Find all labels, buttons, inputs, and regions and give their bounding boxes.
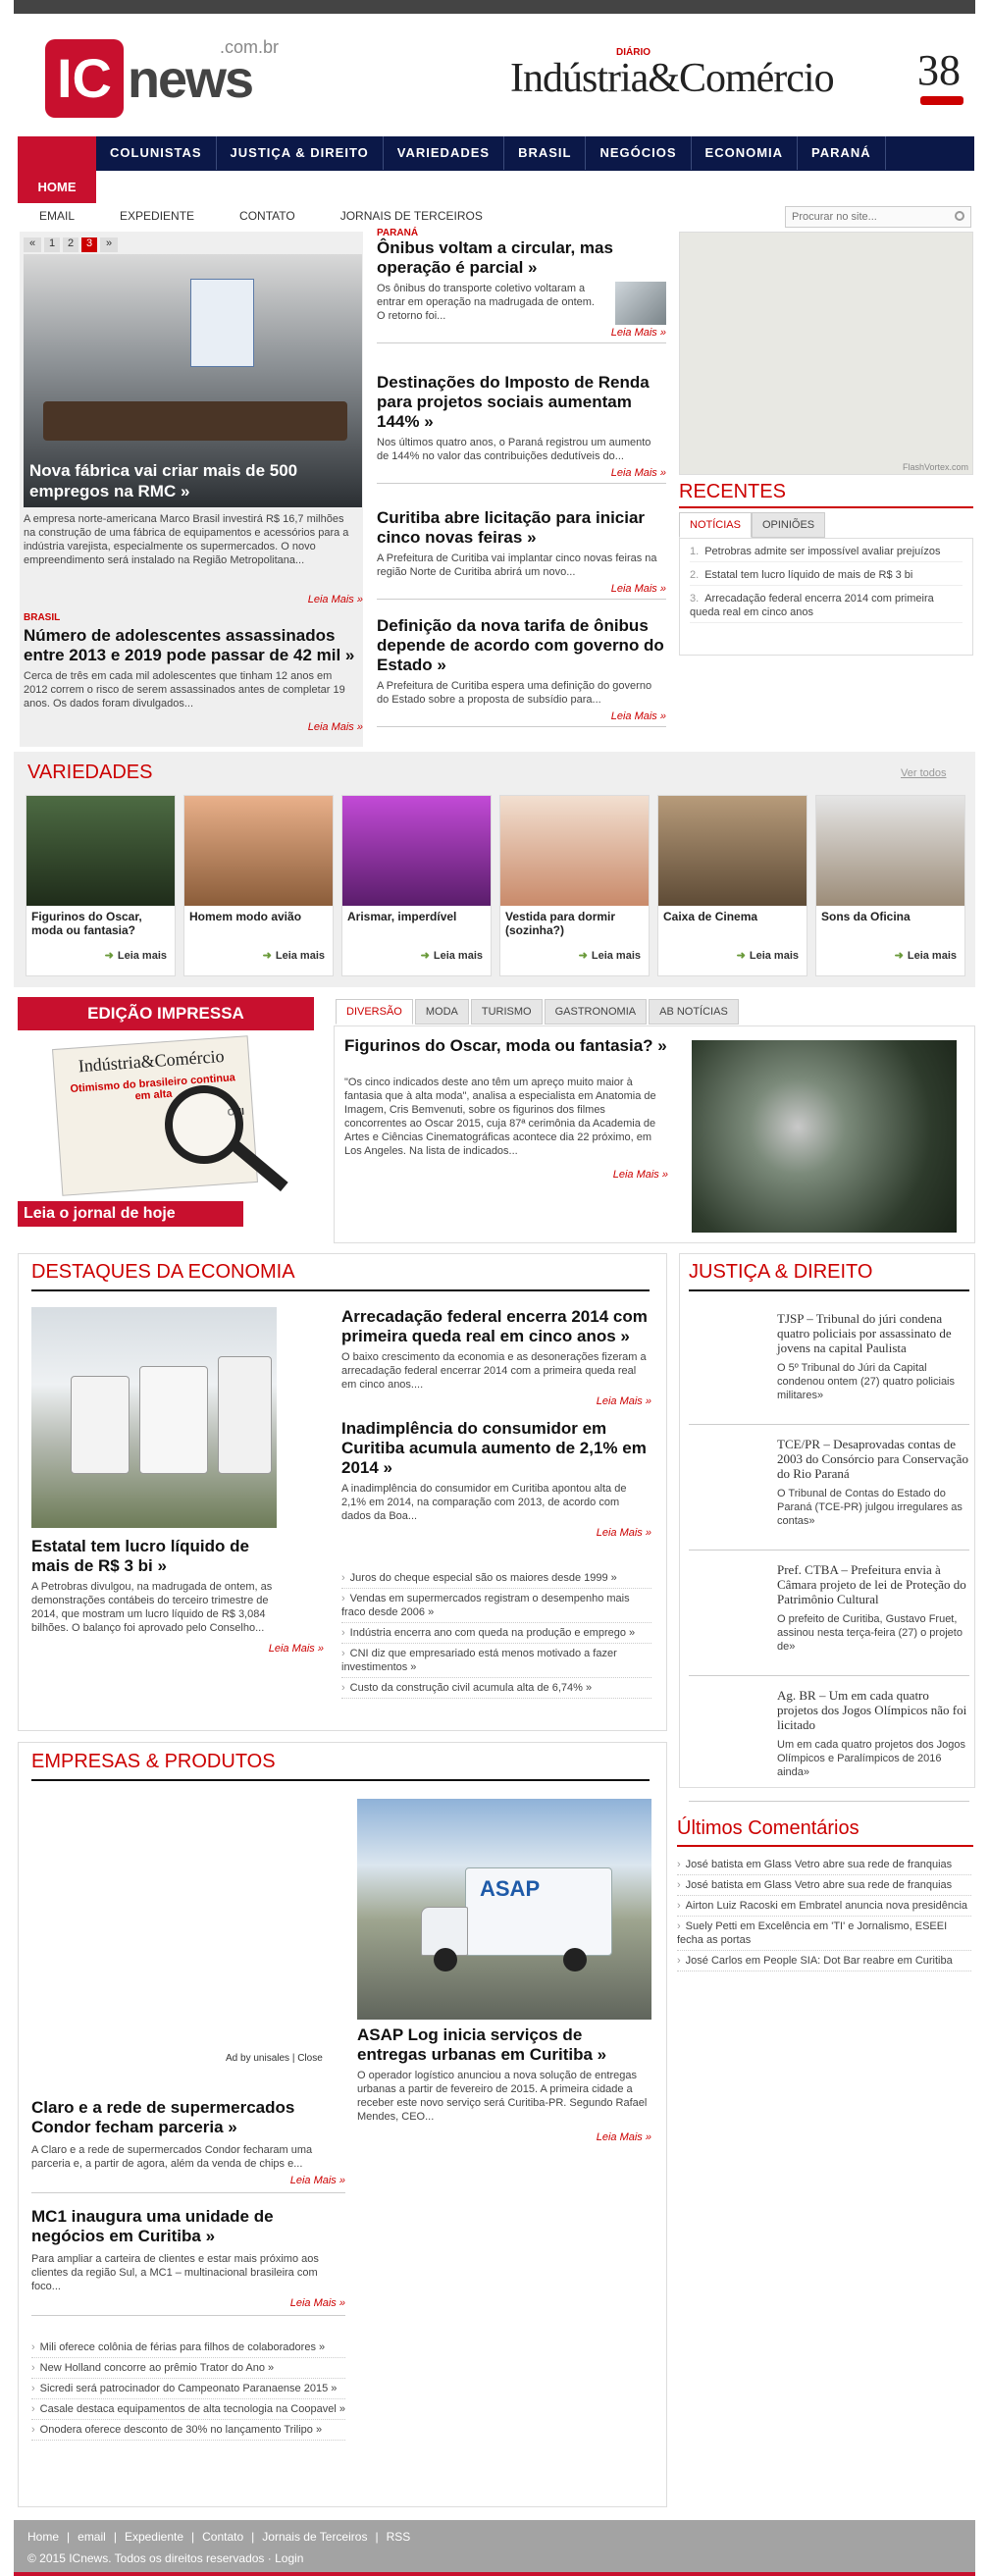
footer (14, 2520, 975, 2576)
recentes-item-text: Arrecadação federal encerra 2014 com primeira queda real em cinco anos (690, 593, 934, 618)
nav-item-4[interactable]: NEGÓCIOS (586, 136, 691, 170)
economia-side-text: A inadimplência do consumidor em Curitiba apontou alta de 2,1% em 2014, na comparação com 2013, de acordo com dados da Boa... (341, 1483, 627, 1522)
variedades-card-more-label: Leia mais (117, 950, 167, 962)
comentario-item[interactable]: › José batista em Glass Vetro abre sua rede de franquias (677, 1875, 971, 1896)
mid-article-more[interactable]: Leia Mais » (610, 583, 666, 595)
mid-article-more[interactable]: Leia Mais » (610, 710, 666, 722)
tabsbox-title[interactable]: Figurinos do Oscar, moda ou fantasia? » (344, 1036, 667, 1055)
search-icon[interactable] (955, 211, 964, 221)
mid-article (377, 508, 666, 600)
variedades-card-photo (658, 796, 807, 906)
footer-separator: | (113, 2530, 117, 2544)
justica-item[interactable] (689, 1433, 969, 1551)
icnews-logo[interactable] (45, 35, 290, 120)
justica-item-title: Pref. CTBA – Prefeitura envia à Câmara projeto de lei de Proteção do Patrimônio Cultural (777, 1562, 966, 1606)
footer-link-0[interactable]: Home (27, 2530, 60, 2544)
recentes-item[interactable] (690, 568, 963, 586)
recentes-tab-1[interactable]: OPINIÕES (752, 512, 825, 538)
pager-page-3[interactable]: 3 (81, 237, 97, 252)
variedades-card-more-label: Leia mais (749, 950, 799, 962)
edicao-impressa[interactable] (18, 997, 314, 1233)
nav-item-6[interactable]: PARANÁ (798, 136, 886, 170)
footer-separator: | (375, 2530, 379, 2544)
mid-article-text: A Prefeitura de Curitiba espera uma definição do governo do Estado sobre a proposta de subsídio para... (377, 680, 652, 706)
justica-item-text: O Tribunal de Contas do Estado do Paraná (TCE-PR) julgou irregulares as contas» (777, 1488, 963, 1527)
mid-article-text: A Prefeitura de Curitiba vai implantar cinco novas feiras na região Norte de Curitiba abrirá um novo... (377, 552, 657, 578)
nav-item-3[interactable]: BRASIL (504, 136, 586, 170)
empresas-title: EMPRESAS & PRODUTOS (31, 1751, 276, 1772)
economia-list-item[interactable]: › Custo da construção civil acumula alta de 6,74% » (341, 1678, 651, 1699)
footer-link-5[interactable]: RSS (386, 2530, 411, 2544)
footer-links (27, 2530, 418, 2544)
recentes-item[interactable] (690, 592, 963, 623)
paper-name: Indústria&Comércio (78, 1045, 226, 1077)
years-ribbon (920, 96, 963, 105)
logo-ic-box: IC (45, 39, 124, 118)
justica-list (689, 1307, 969, 1810)
mid-article-text: Nos últimos quatro anos, o Paraná registrou um aumento de 144% no valor das contribuições dedutíveis do... (377, 437, 651, 462)
variedades-card-label: Figurinos do Oscar, moda ou fantasia? (31, 910, 142, 937)
slider-photo[interactable] (24, 254, 362, 507)
tabsbox-tab-3[interactable]: GASTRONOMIA (545, 999, 648, 1025)
variedades-card-more-label: Leia mais (907, 950, 957, 962)
justica-item-title: TJSP – Tribunal do júri condena quatro policiais por assassinato de jovens na capital Paulista (777, 1311, 952, 1355)
empresas-main-text: O operador logístico anunciou a nova solução de entregas urbanas a partir de fevereiro de 2015. A primeira cidade a receber este novo serviço será Curitiba-PR. Segundo Rafael Mendes, CEO... (357, 2070, 648, 2123)
pager-next-button[interactable]: » (100, 237, 118, 252)
paper-headline: Otimismo do brasileiro continua em alta (70, 1072, 236, 1103)
empresas-side-text: Para ampliar a carteira de clientes e estar mais próximo aos clientes da região Sul, a MC1 – multinacional brasileira com foco... (31, 2253, 319, 2292)
subnav-item-0[interactable]: EMAIL (39, 209, 76, 223)
brasil-more[interactable]: Leia Mais » (307, 721, 363, 733)
justica-item-title: TCE/PR – Desaprovadas contas de 2003 do Consórcio para Conservação do Rio Paraná (777, 1437, 968, 1481)
variedades-card[interactable] (815, 795, 965, 976)
economia-side-more[interactable]: Leia Mais » (596, 1527, 651, 1539)
economia-list (341, 1568, 651, 1699)
mid-column (377, 228, 666, 748)
variedades-card-label: Homem modo avião (189, 910, 302, 923)
nav-item-2[interactable]: VARIEDADES (384, 136, 504, 170)
variedades-card-more-label: Leia mais (275, 950, 325, 962)
search-input[interactable] (786, 207, 943, 227)
nav-home[interactable]: HOME (18, 136, 96, 203)
tank-2 (139, 1366, 208, 1474)
brasil-text: Cerca de três em cada mil adolescentes que tinham 12 anos em 2012 correm o risco de serem assassinados antes de completar 19 anos. Os dados foram divulgados... (24, 670, 345, 710)
arrow-icon: ➜ (262, 950, 272, 962)
empresas-side-article (31, 2098, 345, 2193)
diario-logo[interactable] (510, 41, 971, 110)
empresas-rule (31, 1779, 650, 1781)
justica-item[interactable] (689, 1558, 969, 1676)
tabsbox-text: "Os cinco indicados deste ano têm um apreço muito maior à fantasia que à alta moda", analisa a especialista em Anatomia de Imagem, Cris Bemvenuti, sobre os figurinos dos filmes concorrentes ao Oscar 2015, cuja 87ª cerimônia da Academia de Artes e Ciências Cinematográficas acontece dia 22 próximo, em Los Angeles. Na lista de indicados... (344, 1077, 656, 1157)
mid-article-text: Os ônibus do transporte coletivo voltaram a entrar em operação na madrugada de ontem. O retorno foi... (377, 283, 595, 322)
empresas-list-item[interactable]: › Sicredi será patrocinador do Campeonato Paranaense 2015 » (31, 2379, 345, 2399)
arrow-icon: ➜ (104, 950, 114, 962)
variedades-card-photo (816, 796, 964, 906)
empresas-list-item[interactable]: › Casale destaca equipamentos de alta tecnologia na Coopavel » (31, 2399, 345, 2420)
meeting-table (43, 401, 347, 441)
justica-rule (689, 1289, 969, 1291)
empresas-side-more[interactable]: Leia Mais » (289, 2175, 345, 2186)
variedades-card-more[interactable] (658, 949, 807, 962)
mid-article-more[interactable]: Leia Mais » (610, 467, 666, 479)
justica-item-text: Um em cada quatro projetos dos Jogos Olímpicos e Paralímpicos de 2016 ainda» (777, 1739, 965, 1778)
edicao-footer: Leia o jornal de hoje (18, 1201, 243, 1227)
footer-copy: © 2015 ICnews. Todos os direitos reservados (27, 2551, 265, 2565)
wheel-back (563, 1948, 587, 1971)
mid-article (377, 616, 666, 727)
economia-main-title[interactable]: Estatal tem lucro líquido de mais de R$ 3 bi » (31, 1537, 249, 1575)
nav-item-1[interactable]: JUSTIÇA & DIREITO (217, 136, 384, 170)
empresas-photo[interactable] (357, 1799, 651, 2020)
tabsbox (334, 1025, 975, 1243)
recentes-rule (679, 506, 973, 508)
economia-side-title[interactable]: Inadimplência do consumidor em Curitiba acumula aumento de 2,1% em 2014 » (341, 1419, 647, 1477)
footer-separator: | (191, 2530, 195, 2544)
empresas-side (31, 2098, 345, 2330)
recentes-item-number: 3. (690, 593, 700, 605)
mid-article (377, 373, 666, 484)
pager-prev-button[interactable]: « (24, 237, 41, 252)
variedades-card-photo (26, 796, 175, 906)
variedades-card[interactable] (657, 795, 807, 976)
economia-list-item[interactable]: › Indústria encerra ano com queda na produção e emprego » (341, 1623, 651, 1644)
comentario-item[interactable]: › Airton Luiz Racoski em Embratel anuncia nova presidência (677, 1896, 971, 1917)
variedades-card-more[interactable] (26, 949, 175, 962)
economia-list-item[interactable]: › Vendas em supermercados registram o desempenho mais fraco desde 2006 » (341, 1589, 651, 1623)
economia-list-item[interactable]: › CNI diz que empresariado está menos motivado a fazer investimentos » (341, 1644, 651, 1678)
recentes-title: RECENTES (679, 481, 786, 502)
recentes-item-text: Estatal tem lucro líquido de mais de R$ 3 bi (704, 569, 913, 581)
recentes-tab-0[interactable]: NOTÍCIAS (679, 512, 752, 538)
variedades-card-photo (184, 796, 333, 906)
variedades-card-label: Caixa de Cinema (663, 910, 758, 923)
footer-accent (14, 2572, 975, 2576)
recentes-tabs (679, 512, 825, 538)
justica-item[interactable] (689, 1307, 969, 1425)
tabsbox-tab-2[interactable]: TURISMO (471, 999, 543, 1025)
pager-page-1[interactable]: 1 (44, 237, 60, 252)
slider-more[interactable]: Leia Mais » (307, 594, 363, 605)
variedades-title: VARIEDADES (27, 762, 153, 783)
empresas-side-more[interactable]: Leia Mais » (289, 2297, 345, 2309)
tabsbox-tabs (336, 999, 741, 1025)
empresas-list-item[interactable]: › New Holland concorre ao prêmio Trator do Ano » (31, 2358, 345, 2379)
justica-item-text: O prefeito de Curitiba, Gustavo Fruet, assinou nesta terça-feira (27) o projeto de» (777, 1613, 963, 1653)
ad-credit: FlashVortex.com (902, 462, 968, 472)
search-box (785, 206, 971, 228)
variedades-ver-todos[interactable]: Ver todos (901, 767, 947, 779)
comentario-item[interactable]: › Suely Petti em Excelência em 'TI' e Jornalismo, ESEEI fecha as portas (677, 1917, 971, 1951)
recentes-item[interactable] (690, 545, 963, 562)
empresas-list (31, 2338, 345, 2441)
mid-article-title[interactable]: Destinações do Imposto de Renda para projetos sociais aumentam 144% » (377, 373, 650, 431)
tank-3 (218, 1356, 272, 1474)
variedades-card-label: Vestida para dormir (sozinha?) (505, 910, 616, 937)
economia-side-text: O baixo crescimento da economia e as desonerações fizeram a arrecadação federal encerrar 2014 com a primeira queda real em cinco anos.... (341, 1351, 647, 1391)
paper-cni: CNI (227, 1106, 245, 1119)
comentarios-list (677, 1855, 971, 1971)
empresas-list-item[interactable]: › Onodera oferece desconto de 30% no lançamento Trilipo » (31, 2420, 345, 2441)
economia-main-text: A Petrobras divulgou, na madrugada de ontem, as demonstrações contábeis do terceiro trimestre de 2014, que mostram um lucro líquido de R$ 3,084 bilhões. O balanço foi aprovado pelo Conselho... (31, 1581, 273, 1634)
tabsbox-tab-1[interactable]: MODA (415, 999, 469, 1025)
variedades-card[interactable] (183, 795, 334, 976)
arrow-icon: ➜ (736, 950, 746, 962)
variedades-card-more[interactable] (184, 949, 333, 962)
top-strip (14, 0, 975, 14)
slider-text: A empresa norte-americana Marco Brasil investirá R$ 16,7 milhões na construção de uma fábrica de equipamentos e acessórios para a indústria varejista, especialmente os supermercados. O novo empreendimento será instalado na Região Metropolitana... (24, 513, 349, 566)
variedades-card-more[interactable] (816, 949, 964, 962)
subnav-item-1[interactable]: EXPEDIENTE (120, 209, 195, 223)
economia-side-more[interactable]: Leia Mais » (596, 1395, 651, 1407)
empresas-main-title[interactable]: ASAP Log inicia serviços de entregas urbanas em Curitiba » (357, 2025, 607, 2064)
empresas-side-text: A Claro e a rede de supermercados Condor fecharam uma parceria e, a partir de agora, além da venda de chips e... (31, 2144, 313, 2170)
tabsbox-tab-0[interactable]: DIVERSÃO (336, 999, 413, 1025)
mid-article-more[interactable]: Leia Mais » (610, 327, 666, 339)
variedades-card-photo (342, 796, 491, 906)
footer-link-1[interactable]: email (78, 2530, 106, 2544)
variedades-card[interactable] (499, 795, 650, 976)
nav-item-0[interactable]: COLUNISTAS (96, 136, 217, 170)
main-nav (18, 136, 974, 171)
footer-login[interactable]: Login (275, 2551, 304, 2565)
footer-copy-row: © 2015 ICnews. Todos os direitos reservados · Login (27, 2551, 304, 2565)
economia-side-article (341, 1419, 651, 1539)
years-badge: 38 (917, 46, 961, 94)
economia-rule (31, 1289, 650, 1291)
logo-news: news (128, 50, 253, 109)
comentario-item[interactable]: › José Carlos em People SIA: Dot Bar reabre em Curitiba (677, 1951, 971, 1971)
slider-caption[interactable]: Nova fábrica vai criar mais de 500 empregos na RMC » (29, 461, 298, 500)
mid-article-title[interactable]: Curitiba abre licitação para iniciar cinco novas feiras » (377, 508, 646, 547)
justica-item-title: Ag. BR – Um em cada quatro projetos dos Jogos Olímpicos não foi licitado (777, 1688, 967, 1732)
sub-nav (39, 209, 628, 225)
diario-label: DIÁRIO (616, 47, 651, 58)
ad-box[interactable] (679, 232, 973, 475)
recentes-item-number: 1. (690, 546, 700, 557)
justica-title: JUSTIÇA & DIREITO (689, 1261, 873, 1283)
variedades-card-label: Arismar, imperdível (347, 910, 457, 923)
nav-item-5[interactable]: ECONOMIA (692, 136, 799, 170)
brasil-tag: BRASIL (24, 612, 61, 623)
economia-title: DESTAQUES DA ECONOMIA (31, 1261, 295, 1283)
mid-article-title[interactable]: Ônibus voltam a circular, mas operação é parcial » (377, 238, 613, 277)
variedades-card-more[interactable] (500, 949, 649, 962)
economia-photo[interactable] (31, 1307, 277, 1528)
economia-main-more[interactable]: Leia Mais » (268, 1643, 324, 1655)
empresas-ad-label[interactable]: Ad by unisales | Close (226, 2053, 323, 2064)
edicao-title: EDIÇÃO IMPRESSA (18, 997, 314, 1030)
recentes-item-text: Petrobras admite ser impossível avaliar prejuízos (704, 546, 941, 557)
mid-article (377, 228, 666, 343)
variedades-card-photo (500, 796, 649, 906)
justica-item-text: O 5º Tribunal do Júri da Capital condenou ontem (27) quatro policiais militares» (777, 1362, 956, 1401)
mid-article-thumb[interactable] (615, 282, 666, 325)
variedades-card-more-label: Leia mais (433, 950, 483, 962)
comentarios-rule (677, 1845, 973, 1847)
variedades-card-label: Sons da Oficina (821, 910, 911, 923)
tank-1 (71, 1376, 130, 1474)
empresas-main-more[interactable]: Leia Mais » (596, 2131, 651, 2143)
magnifier-icon (165, 1085, 243, 1164)
economia-side (341, 1307, 651, 1551)
arrow-icon: ➜ (578, 950, 588, 962)
truck-box: ASAP (465, 1867, 612, 1956)
variedades-card[interactable] (26, 795, 176, 976)
empresas-side-title[interactable]: Claro e a rede de supermercados Condor fecham parceria » (31, 2098, 295, 2136)
arrow-icon: ➜ (894, 950, 904, 962)
mid-article-tag: PARANÁ (377, 228, 419, 238)
footer-link-2[interactable]: Expediente (124, 2530, 183, 2544)
banner-parana (190, 279, 254, 367)
mid-article-title[interactable]: Definição da nova tarifa de ônibus depende de acordo com governo do Estado » (377, 616, 664, 674)
wheel-front (434, 1948, 457, 1971)
footer-link-4[interactable]: Jornais de Terceiros (262, 2530, 368, 2544)
tabsbox-tab-4[interactable]: AB NOTÍCIAS (649, 999, 739, 1025)
comentarios-title: Últimos Comentários (677, 1817, 859, 1839)
economia-side-title[interactable]: Arrecadação federal encerra 2014 com primeira queda real em cinco anos » (341, 1307, 648, 1345)
empresas-side-title[interactable]: MC1 inaugura uma unidade de negócios em Curitiba » (31, 2207, 274, 2245)
comentario-item[interactable]: › José batista em Glass Vetro abre sua rede de franquias (677, 1855, 971, 1875)
variedades-card-more[interactable] (342, 949, 491, 962)
justica-item[interactable] (689, 1684, 969, 1802)
logo-domain: .com.br (220, 37, 280, 57)
footer-separator: | (251, 2530, 255, 2544)
pager-page-2[interactable]: 2 (63, 237, 78, 252)
footer-separator: | (67, 2530, 71, 2544)
variedades-grid (26, 795, 967, 981)
footer-link-3[interactable]: Contato (202, 2530, 244, 2544)
diario-name: Indústria&Comércio (510, 56, 834, 101)
economia-list-item[interactable]: › Juros do cheque especial são os maiores desde 1999 » (341, 1568, 651, 1589)
empresas-side-article (31, 2207, 345, 2316)
brasil-title[interactable]: Número de adolescentes assassinados entre 2013 e 2019 pode passar de 42 mil » (24, 626, 355, 664)
subnav-item-3[interactable]: JORNAIS DE TERCEIROS (339, 209, 483, 223)
economia-side-article (341, 1307, 651, 1407)
subnav-item-2[interactable]: CONTATO (239, 209, 295, 223)
slider-pager (24, 236, 118, 251)
tabsbox-photo[interactable] (692, 1040, 957, 1233)
variedades-card[interactable] (341, 795, 492, 976)
recentes-item-number: 2. (690, 569, 700, 581)
empresas-list-item[interactable]: › Mili oferece colônia de férias para filhos de colaboradores » (31, 2338, 345, 2358)
recentes-list (679, 538, 973, 656)
arrow-icon: ➜ (420, 950, 430, 962)
tabsbox-more[interactable]: Leia Mais » (612, 1169, 668, 1181)
variedades-card-more-label: Leia mais (591, 950, 641, 962)
